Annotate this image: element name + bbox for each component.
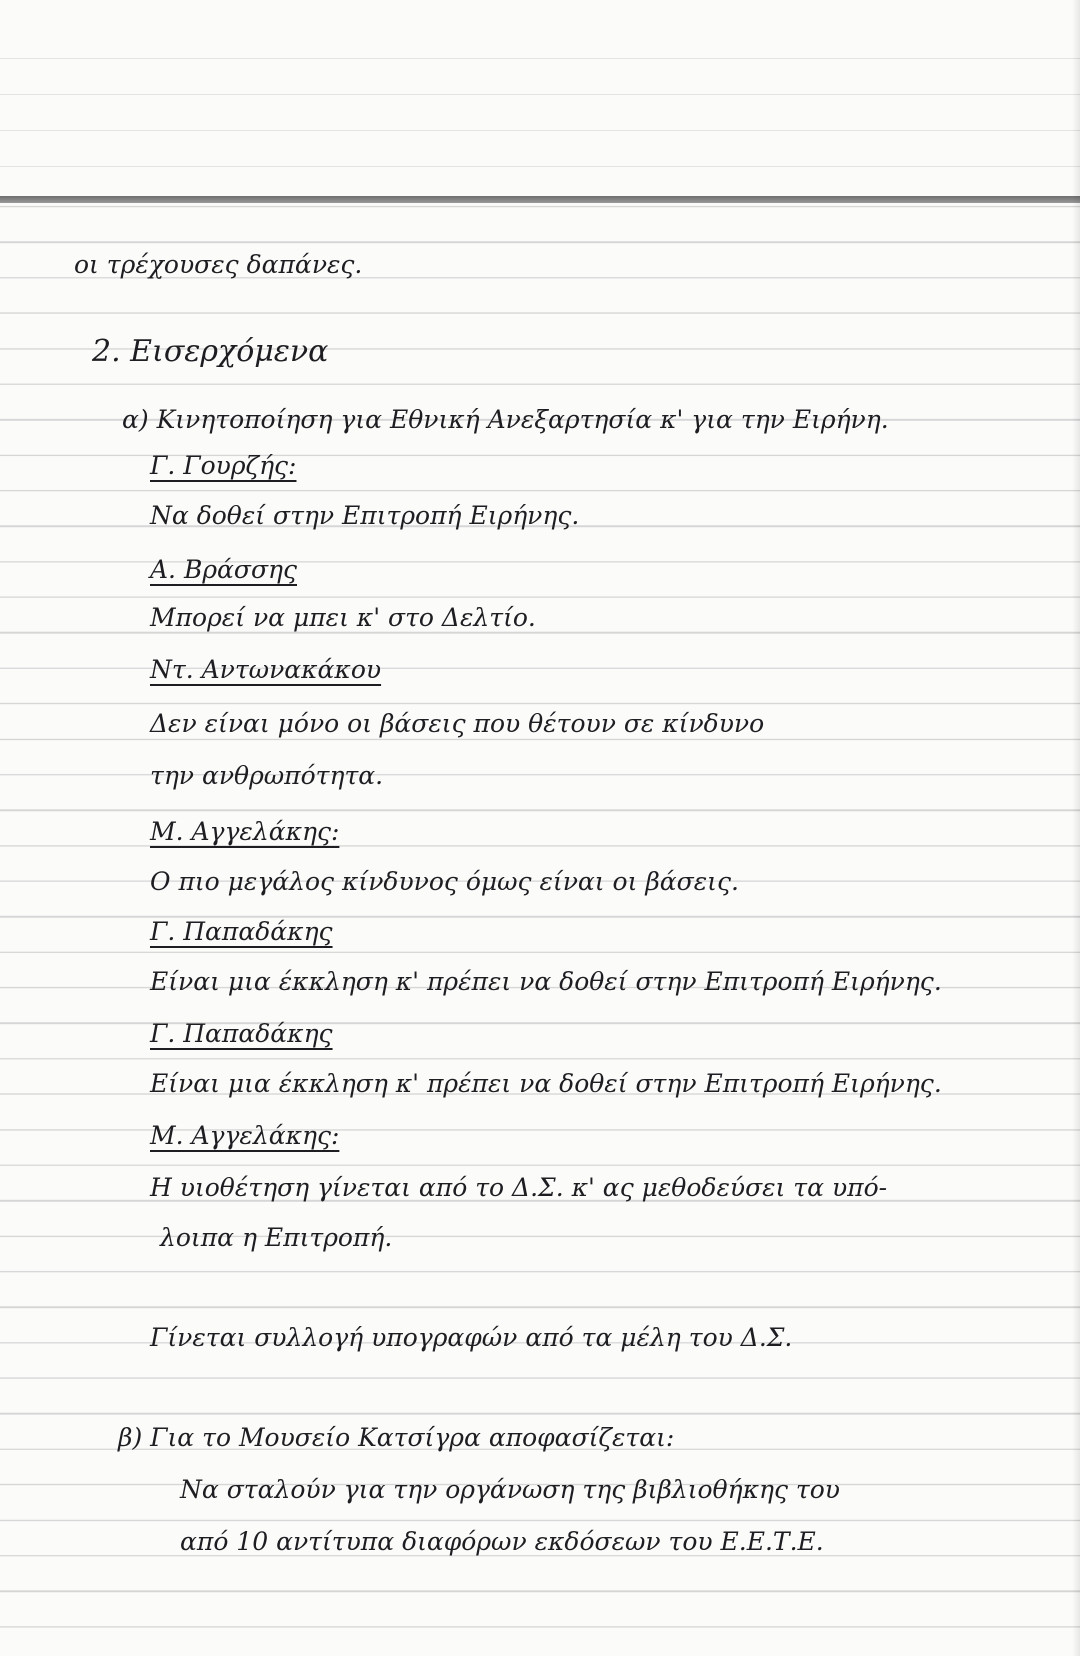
top-blank-area: [0, 0, 1080, 196]
section-heading-incoming: 2. Εισερχόμενα: [92, 334, 329, 369]
speaker-vrassis: Α. Βράσσης: [150, 555, 298, 584]
speech-papadakis-repeat: Είναι μια έκκληση κ' πρέπει να δοθεί στην Επιτροπή Ειρήνης.: [150, 1069, 942, 1098]
speech-antonakakou-line2: την ανθρωπότητα.: [150, 761, 384, 790]
speech-angelakis-second-line1: Η υιοθέτηση γίνεται από το Δ.Σ. κ' ας μεθοδεύσει τα υπό-: [150, 1173, 888, 1202]
item-b-line2: Να σταλούν για την οργάνωση της βιβλιοθήκης του: [180, 1475, 840, 1504]
page-edge-shadow: [1072, 0, 1080, 1656]
page-divider: [0, 196, 1080, 203]
item-b-title: β) Για το Μουσείο Κατσίγρα αποφασίζεται:: [118, 1423, 675, 1452]
faint-rule: [0, 130, 1080, 131]
speaker-antonakakou: Ντ. Αντωνακάκου: [150, 655, 382, 684]
text-line-running-costs: οι τρέχουσες δαπάνες.: [74, 250, 363, 279]
speaker-papadakis: Γ. Παπαδάκης: [150, 917, 333, 946]
speech-antonakakou-line1: Δεν είναι μόνο οι βάσεις που θέτουν σε κίνδυνο: [150, 709, 765, 738]
speech-vrassis: Μπορεί να μπει κ' στο Δελτίο.: [150, 603, 536, 632]
speech-gourzis: Να δοθεί στην Επιτροπή Ειρήνης.: [150, 501, 580, 530]
speaker-gourzis: Γ. Γουρζής:: [150, 451, 297, 480]
item-a-title: α) Κινητοποίηση για Εθνική Ανεξαρτησία κ' για την Ειρήνη.: [122, 405, 889, 434]
faint-rule: [0, 58, 1080, 59]
speaker-angelakis-second: Μ. Αγγελάκης:: [150, 1121, 340, 1150]
signature-collection-note: Γίνεται συλλογή υπογραφών από τα μέλη του Δ.Σ.: [150, 1323, 793, 1352]
speaker-angelakis: Μ. Αγγελάκης:: [150, 817, 340, 846]
item-b-line3: από 10 αντίτυπα διαφόρων εκδόσεων του Ε.Ε.Τ.Ε.: [180, 1527, 824, 1556]
faint-rule: [0, 94, 1080, 95]
speech-angelakis-second-line2: λοιπα η Επιτροπή.: [160, 1223, 393, 1252]
speech-papadakis: Είναι μια έκκληση κ' πρέπει να δοθεί στην Επιτροπή Ειρήνης.: [150, 967, 942, 996]
faint-rule: [0, 166, 1080, 167]
speaker-papadakis-repeat: Γ. Παπαδάκης: [150, 1019, 333, 1048]
speech-angelakis: Ο πιο μεγάλος κίνδυνος όμως είναι οι βάσεις.: [150, 867, 739, 896]
